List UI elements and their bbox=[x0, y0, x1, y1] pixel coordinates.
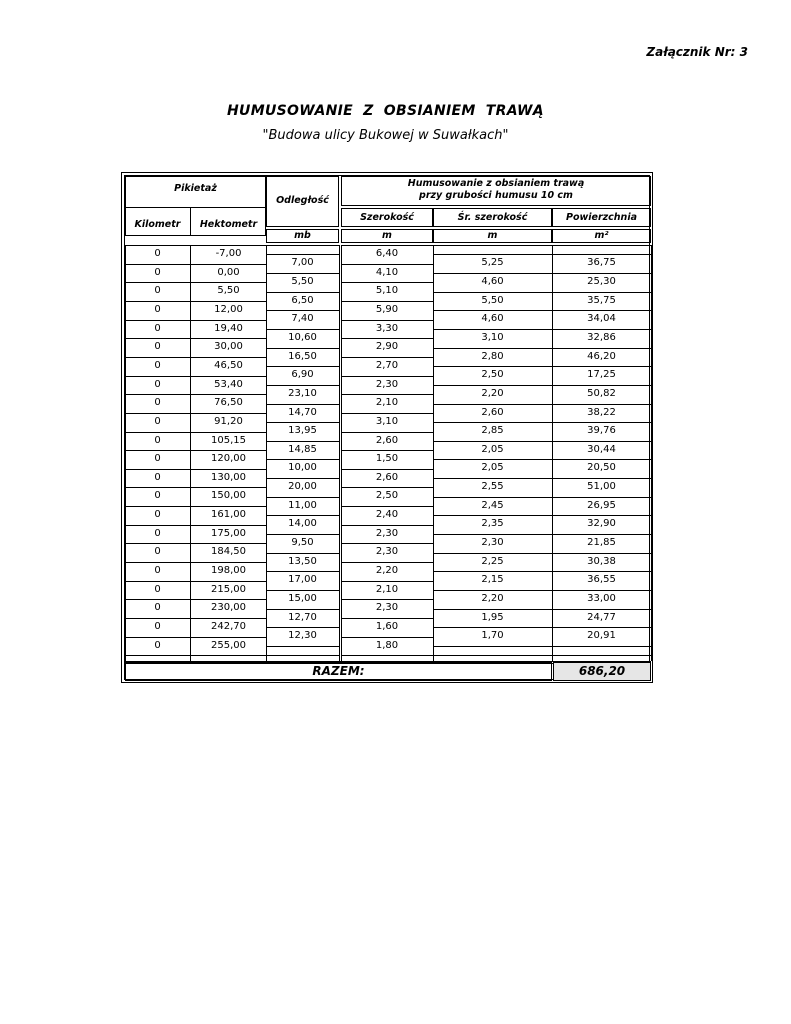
row-divider bbox=[266, 571, 339, 572]
cell-kilometr: 0 bbox=[154, 453, 161, 465]
cell-kilometr: 0 bbox=[154, 471, 161, 483]
cell-odleglosc: 13,95 bbox=[288, 425, 317, 437]
row-divider bbox=[266, 329, 339, 330]
row-divider bbox=[125, 655, 266, 656]
header-kilometr: Kilometr bbox=[134, 219, 181, 230]
cell-sr-szerokosc: 2,05 bbox=[481, 443, 504, 455]
row-divider bbox=[341, 469, 433, 470]
cell-sr-szerokosc: 2,20 bbox=[481, 387, 504, 399]
cell-odleglosc: 7,00 bbox=[291, 257, 314, 269]
cell-sr-szerokosc: 2,05 bbox=[481, 462, 504, 474]
row-divider bbox=[125, 338, 266, 339]
cell-powierzchnia: 51,00 bbox=[587, 481, 616, 493]
row-divider bbox=[433, 310, 651, 311]
cell-szerokosc: 3,30 bbox=[375, 322, 399, 334]
cell-sr-szerokosc: 2,55 bbox=[481, 481, 504, 493]
cell-szerokosc: 5,10 bbox=[375, 285, 399, 297]
row-divider bbox=[433, 553, 651, 554]
cell-powierzchnia: 26,95 bbox=[587, 499, 616, 511]
row-divider bbox=[266, 515, 339, 516]
row-divider bbox=[433, 534, 651, 535]
cell-hektometr: 161,00 bbox=[211, 509, 246, 521]
cell-odleglosc: 17,00 bbox=[288, 574, 317, 586]
cell-szerokosc: 1,60 bbox=[375, 621, 399, 632]
cell-hektometr: 30,00 bbox=[214, 341, 243, 353]
row-divider bbox=[341, 264, 433, 265]
row-divider bbox=[341, 525, 433, 526]
row-divider bbox=[125, 301, 266, 302]
row-divider bbox=[433, 273, 651, 274]
row-divider bbox=[341, 376, 433, 377]
cell-powierzchnia: 30,44 bbox=[587, 443, 616, 455]
quantity-table bbox=[121, 172, 653, 683]
row-divider bbox=[341, 599, 433, 600]
row-divider bbox=[266, 534, 339, 535]
cell-szerokosc: 2,30 bbox=[375, 527, 399, 539]
header-szerokosc: Szerokość bbox=[360, 212, 414, 223]
cell-szerokosc: 2,30 bbox=[375, 602, 399, 614]
cell-kilometr: 0 bbox=[154, 359, 161, 371]
cell-powierzchnia: 17,25 bbox=[587, 369, 616, 381]
cell-powierzchnia: 50,82 bbox=[587, 387, 616, 399]
cell-odleglosc: 6,90 bbox=[291, 369, 314, 381]
header-sr-szerokosc: Śr. szerokość bbox=[457, 212, 528, 223]
cell-powierzchnia: 33,00 bbox=[587, 593, 616, 605]
row-divider bbox=[266, 459, 339, 460]
cell-kilometr: 0 bbox=[154, 509, 161, 521]
row-divider bbox=[433, 404, 651, 405]
cell-odleglosc: 7,40 bbox=[291, 313, 314, 325]
row-divider bbox=[125, 450, 266, 451]
cell-hektometr: 105,15 bbox=[211, 434, 246, 446]
row-divider bbox=[266, 404, 339, 405]
cell-powierzchnia: 39,76 bbox=[587, 425, 616, 437]
cell-szerokosc: 2,60 bbox=[375, 434, 399, 446]
cell-sr-szerokosc: 3,10 bbox=[481, 331, 504, 343]
cell-kilometr: 0 bbox=[154, 565, 161, 577]
row-divider bbox=[266, 310, 339, 311]
row-divider bbox=[341, 320, 433, 321]
cell-szerokosc: 2,30 bbox=[375, 378, 399, 390]
row-divider bbox=[433, 459, 651, 460]
row-divider bbox=[433, 478, 651, 479]
row-divider bbox=[125, 599, 266, 600]
cell-hektometr: 242,70 bbox=[211, 621, 246, 632]
cell-hektometr: 230,00 bbox=[211, 602, 246, 614]
row-divider bbox=[341, 637, 433, 638]
cell-szerokosc: 3,10 bbox=[375, 415, 399, 427]
cell-sr-szerokosc: 2,60 bbox=[481, 406, 504, 418]
cell-hektometr: 198,00 bbox=[211, 565, 246, 577]
row-divider bbox=[266, 609, 339, 610]
header-hektometr: Hektometr bbox=[199, 219, 258, 230]
row-divider bbox=[266, 422, 339, 423]
cell-sr-szerokosc: 2,20 bbox=[481, 593, 504, 605]
cell-szerokosc: 2,20 bbox=[375, 565, 399, 577]
cell-powierzchnia: 36,55 bbox=[587, 574, 616, 586]
row-divider bbox=[266, 553, 339, 554]
cell-hektometr: 0,00 bbox=[217, 266, 240, 278]
cell-kilometr: 0 bbox=[154, 341, 161, 353]
cell-powierzchnia: 38,22 bbox=[587, 406, 616, 418]
cell-odleglosc: 14,70 bbox=[288, 406, 317, 418]
row-divider bbox=[433, 329, 651, 330]
row-divider bbox=[266, 385, 339, 386]
cell-odleglosc: 23,10 bbox=[288, 387, 317, 399]
row-divider bbox=[433, 515, 651, 516]
row-divider bbox=[266, 590, 339, 591]
cell-sr-szerokosc: 2,85 bbox=[481, 425, 504, 437]
row-divider bbox=[125, 394, 266, 395]
row-divider bbox=[125, 245, 266, 246]
cell-powierzchnia: 36,75 bbox=[587, 257, 616, 269]
cell-kilometr: 0 bbox=[154, 621, 161, 632]
row-divider bbox=[341, 655, 433, 656]
cell-hektometr: 53,40 bbox=[214, 378, 243, 390]
row-divider bbox=[341, 245, 433, 246]
row-divider bbox=[125, 282, 266, 283]
header-group-line1: Humusowanie z obsianiem trawą bbox=[407, 178, 585, 189]
cell-powierzchnia: 34,04 bbox=[587, 313, 616, 325]
cell-szerokosc: 4,10 bbox=[375, 266, 399, 278]
page-subtitle: "Budowa ulicy Bukowej w Suwałkach" bbox=[262, 128, 509, 143]
row-divider bbox=[341, 543, 433, 544]
row-divider bbox=[125, 469, 266, 470]
row-divider bbox=[266, 646, 339, 647]
cell-szerokosc: 2,10 bbox=[375, 583, 399, 595]
row-divider bbox=[125, 320, 266, 321]
cell-odleglosc: 14,00 bbox=[288, 518, 317, 530]
row-divider bbox=[341, 338, 433, 339]
row-divider bbox=[433, 571, 651, 572]
row-divider bbox=[433, 590, 651, 591]
cell-kilometr: 0 bbox=[154, 397, 161, 409]
cell-odleglosc: 20,00 bbox=[288, 481, 317, 493]
cell-powierzchnia: 46,20 bbox=[587, 350, 616, 362]
row-divider bbox=[341, 394, 433, 395]
row-divider bbox=[266, 497, 339, 498]
unit-szerokosc: m bbox=[382, 230, 392, 241]
cell-kilometr: 0 bbox=[154, 285, 161, 297]
cell-kilometr: 0 bbox=[154, 248, 161, 259]
cell-sr-szerokosc: 1,95 bbox=[481, 611, 504, 623]
cell-hektometr: 120,00 bbox=[211, 453, 246, 465]
cell-hektometr: 91,20 bbox=[214, 415, 243, 427]
cell-odleglosc: 16,50 bbox=[288, 350, 317, 362]
row-divider bbox=[266, 245, 339, 246]
row-divider bbox=[341, 562, 433, 563]
column-divider bbox=[651, 245, 652, 661]
row-divider bbox=[341, 450, 433, 451]
row-divider bbox=[125, 487, 266, 488]
cell-kilometr: 0 bbox=[154, 378, 161, 390]
cell-odleglosc: 5,50 bbox=[291, 275, 314, 287]
cell-kilometr: 0 bbox=[154, 322, 161, 334]
row-divider bbox=[266, 348, 339, 349]
cell-sr-szerokosc: 2,80 bbox=[481, 350, 504, 362]
cell-odleglosc: 15,00 bbox=[288, 593, 317, 605]
row-divider bbox=[433, 627, 651, 628]
row-divider bbox=[341, 357, 433, 358]
cell-szerokosc: 2,70 bbox=[375, 359, 399, 371]
cell-szerokosc: 2,50 bbox=[375, 490, 399, 502]
cell-odleglosc: 14,85 bbox=[288, 443, 317, 455]
row-divider bbox=[266, 292, 339, 293]
row-divider bbox=[266, 366, 339, 367]
row-divider bbox=[125, 413, 266, 414]
cell-powierzchnia: 35,75 bbox=[587, 294, 616, 306]
row-divider bbox=[125, 581, 266, 582]
row-divider bbox=[433, 497, 651, 498]
row-divider bbox=[266, 627, 339, 628]
cell-szerokosc: 6,40 bbox=[375, 248, 399, 259]
row-divider bbox=[125, 637, 266, 638]
header-odleglosc: Odległość bbox=[276, 195, 329, 206]
row-divider bbox=[341, 432, 433, 433]
cell-kilometr: 0 bbox=[154, 527, 161, 539]
cell-sr-szerokosc: 2,50 bbox=[481, 369, 504, 381]
cell-powierzchnia: 32,90 bbox=[587, 518, 616, 530]
row-divider bbox=[125, 562, 266, 563]
row-divider bbox=[341, 506, 433, 507]
cell-hektometr: 175,00 bbox=[211, 527, 246, 539]
annex-label: Załącznik Nr: 3 bbox=[646, 45, 748, 59]
cell-hektometr: 76,50 bbox=[214, 397, 243, 409]
cell-szerokosc: 2,10 bbox=[375, 397, 399, 409]
header-pikietaz: Pikietaż bbox=[174, 183, 217, 194]
cell-kilometr: 0 bbox=[154, 415, 161, 427]
cell-hektometr: 46,50 bbox=[214, 359, 243, 371]
row-divider bbox=[341, 413, 433, 414]
row-divider bbox=[125, 432, 266, 433]
cell-sr-szerokosc: 2,35 bbox=[481, 518, 504, 530]
cell-szerokosc: 5,90 bbox=[375, 303, 399, 315]
row-divider bbox=[125, 357, 266, 358]
row-divider bbox=[433, 646, 651, 647]
cell-szerokosc: 2,90 bbox=[375, 341, 399, 353]
row-divider bbox=[433, 366, 651, 367]
cell-odleglosc: 9,50 bbox=[291, 537, 314, 549]
row-divider bbox=[125, 264, 266, 265]
cell-kilometr: 0 bbox=[154, 639, 161, 651]
row-divider bbox=[433, 441, 651, 442]
cell-powierzchnia: 32,86 bbox=[587, 331, 616, 343]
header-group-line2: przy grubości humusu 10 cm bbox=[419, 190, 573, 201]
row-divider bbox=[341, 618, 433, 619]
unit-sr-szerokosc: m bbox=[487, 230, 498, 241]
cell-sr-szerokosc: 4,60 bbox=[481, 313, 504, 325]
cell-hektometr: 150,00 bbox=[211, 490, 246, 502]
cell-odleglosc: 13,50 bbox=[288, 555, 317, 567]
row-divider bbox=[125, 618, 266, 619]
cell-hektometr: 215,00 bbox=[211, 583, 246, 595]
row-divider bbox=[433, 655, 651, 656]
cell-powierzchnia: 25,30 bbox=[587, 275, 616, 287]
header-divider bbox=[125, 207, 266, 208]
row-divider bbox=[125, 506, 266, 507]
cell-sr-szerokosc: 2,15 bbox=[481, 574, 504, 586]
row-divider bbox=[266, 441, 339, 442]
cell-hektometr: 19,40 bbox=[214, 322, 243, 334]
cell-hektometr: 130,00 bbox=[211, 471, 246, 483]
cell-sr-szerokosc: 2,25 bbox=[481, 555, 504, 567]
column-divider bbox=[339, 245, 340, 661]
cell-kilometr: 0 bbox=[154, 434, 161, 446]
cell-szerokosc: 1,80 bbox=[375, 639, 399, 651]
cell-powierzchnia: 30,38 bbox=[587, 555, 616, 567]
cell-hektometr: 184,50 bbox=[211, 546, 246, 558]
cell-sr-szerokosc: 2,30 bbox=[481, 537, 504, 549]
row-divider bbox=[341, 487, 433, 488]
total-value: 686,20 bbox=[578, 664, 626, 678]
cell-kilometr: 0 bbox=[154, 490, 161, 502]
header-powierzchnia: Powierzchnia bbox=[565, 212, 637, 223]
row-divider bbox=[266, 273, 339, 274]
row-divider bbox=[433, 348, 651, 349]
row-divider bbox=[341, 581, 433, 582]
row-divider bbox=[125, 376, 266, 377]
row-divider bbox=[266, 478, 339, 479]
cell-sr-szerokosc: 5,25 bbox=[481, 257, 504, 269]
row-divider bbox=[433, 254, 651, 255]
cell-sr-szerokosc: 5,50 bbox=[481, 294, 504, 306]
row-divider bbox=[433, 245, 651, 246]
cell-szerokosc: 2,40 bbox=[375, 509, 399, 521]
row-divider bbox=[125, 543, 266, 544]
row-divider bbox=[125, 525, 266, 526]
cell-hektometr: 255,00 bbox=[211, 639, 246, 651]
page-title: HUMUSOWANIE Z OBSIANIEM TRAWĄ bbox=[227, 103, 544, 119]
cell-powierzchnia: 21,85 bbox=[587, 537, 616, 549]
cell-szerokosc: 1,50 bbox=[375, 453, 399, 465]
row-divider bbox=[266, 254, 339, 255]
cell-kilometr: 0 bbox=[154, 303, 161, 315]
cell-kilometr: 0 bbox=[154, 546, 161, 558]
cell-powierzchnia: 24,77 bbox=[587, 611, 616, 623]
cell-sr-szerokosc: 1,70 bbox=[481, 630, 504, 642]
cell-odleglosc: 11,00 bbox=[288, 499, 317, 511]
cell-odleglosc: 12,70 bbox=[288, 611, 317, 623]
cell-odleglosc: 12,30 bbox=[288, 630, 317, 642]
cell-hektometr: 12,00 bbox=[214, 303, 243, 315]
cell-sr-szerokosc: 2,45 bbox=[481, 499, 504, 511]
row-divider bbox=[341, 282, 433, 283]
unit-odleglosc: mb bbox=[294, 230, 311, 241]
cell-hektometr: 5,50 bbox=[217, 285, 240, 297]
cell-odleglosc: 10,60 bbox=[288, 331, 317, 343]
row-divider bbox=[433, 385, 651, 386]
row-divider bbox=[433, 422, 651, 423]
cell-odleglosc: 6,50 bbox=[291, 294, 314, 306]
row-divider bbox=[433, 609, 651, 610]
row-divider bbox=[433, 292, 651, 293]
cell-powierzchnia: 20,50 bbox=[587, 462, 616, 474]
cell-kilometr: 0 bbox=[154, 583, 161, 595]
cell-sr-szerokosc: 4,60 bbox=[481, 275, 504, 287]
total-label: RAZEM: bbox=[312, 664, 365, 678]
cell-powierzchnia: 20,91 bbox=[587, 630, 616, 642]
cell-hektometr: -7,00 bbox=[215, 248, 242, 259]
cell-szerokosc: 2,60 bbox=[375, 471, 399, 483]
cell-kilometr: 0 bbox=[154, 266, 161, 278]
cell-szerokosc: 2,30 bbox=[375, 546, 399, 558]
row-divider bbox=[341, 301, 433, 302]
cell-odleglosc: 10,00 bbox=[288, 462, 317, 474]
row-divider bbox=[266, 655, 339, 656]
cell-kilometr: 0 bbox=[154, 602, 161, 614]
unit-powierzchnia: m² bbox=[594, 230, 609, 241]
